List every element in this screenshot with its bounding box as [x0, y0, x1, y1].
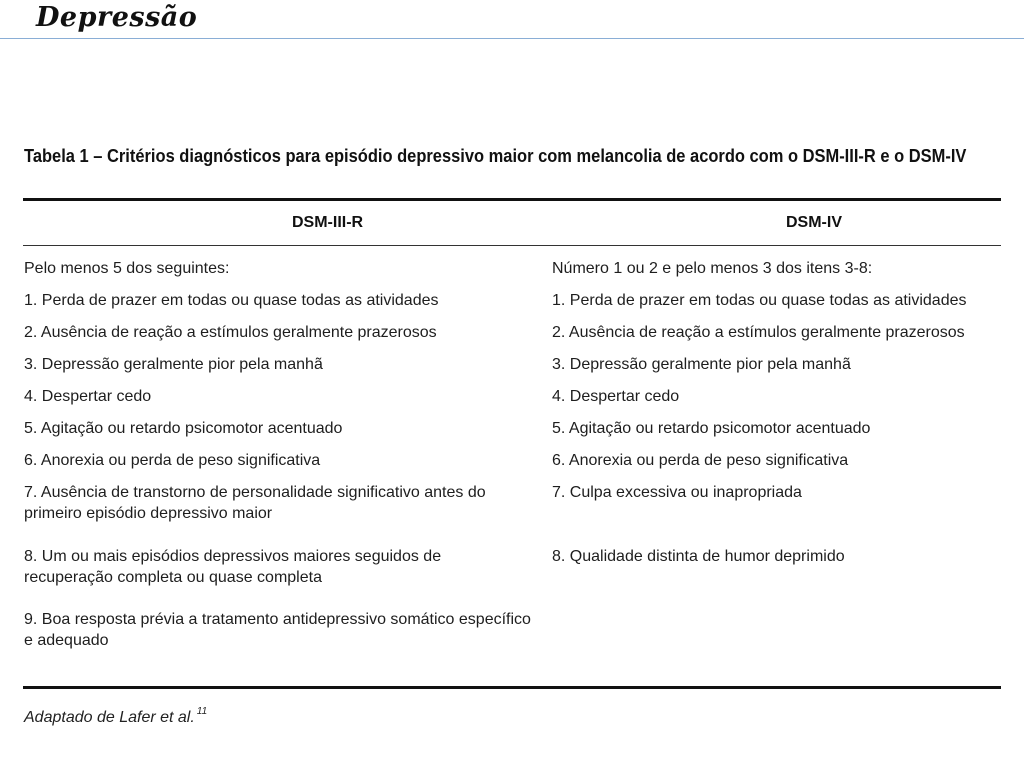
criteria-item: Número 1 ou 2 e pelo menos 3 dos itens 3-8: [552, 260, 873, 277]
table-header-rule [23, 245, 1001, 246]
criteria-item: 9. Boa resposta prévia a tratamento antidepressivo somático específico e adequado [24, 611, 531, 649]
slide-header [0, 0, 1024, 39]
criteria-item: 7. Culpa excessiva ou inapropriada [552, 484, 802, 501]
source-note [24, 706, 207, 727]
column-header-dsm-iii-r: DSM-III-R [292, 214, 364, 231]
table-caption: Tabela 1 – Critérios diagnósticos para episódio depressivo maior com melancolia de acordo com o DSM-III-R e o DSM-IV [24, 146, 967, 166]
criteria-item: 8. Qualidade distinta de humor deprimido [552, 548, 845, 565]
criteria-item: 1. Perda de prazer em todas ou quase todas as atividades [552, 292, 967, 309]
table-top-rule [23, 198, 1001, 201]
column-header-dsm-iv: DSM-IV [786, 214, 842, 231]
criteria-item: 1. Perda de prazer em todas ou quase todas as atividades [24, 292, 439, 309]
criteria-item: Pelo menos 5 dos seguintes: [24, 260, 230, 277]
criteria-item: 3. Depressão geralmente pior pela manhã [24, 356, 323, 373]
dsm-iii-r-criteria-column [24, 258, 534, 653]
criteria-item: 7. Ausência de transtorno de personalidade significativo antes do primeiro episódio depressivo maior [24, 484, 486, 522]
dsm-iv-criteria-column [552, 258, 1012, 609]
criteria-item: 8. Um ou mais episódios depressivos maiores seguidos de recuperação completa ou quase completa [24, 548, 442, 586]
criteria-item: 5. Agitação ou retardo psicomotor acentuado [552, 420, 871, 437]
criteria-item: 2. Ausência de reação a estímulos geralmente prazerosos [24, 324, 437, 341]
criteria-item: 5. Agitação ou retardo psicomotor acentuado [24, 420, 343, 437]
source-text: Adaptado de Lafer et al. [24, 709, 195, 726]
criteria-item: 4. Despertar cedo [24, 388, 152, 405]
criteria-item: 6. Anorexia ou perda de peso significativa [552, 452, 849, 469]
table-bottom-rule [23, 686, 1001, 689]
criteria-item: 4. Despertar cedo [552, 388, 680, 405]
reference-number: 11 [196, 706, 208, 717]
criteria-item: 3. Depressão geralmente pior pela manhã [552, 356, 851, 373]
criteria-item: 2. Ausência de reação a estímulos geralmente prazerosos [552, 324, 965, 341]
criteria-item: 6. Anorexia ou perda de peso significativa [24, 452, 321, 469]
slide-title: Depressão [36, 2, 198, 33]
